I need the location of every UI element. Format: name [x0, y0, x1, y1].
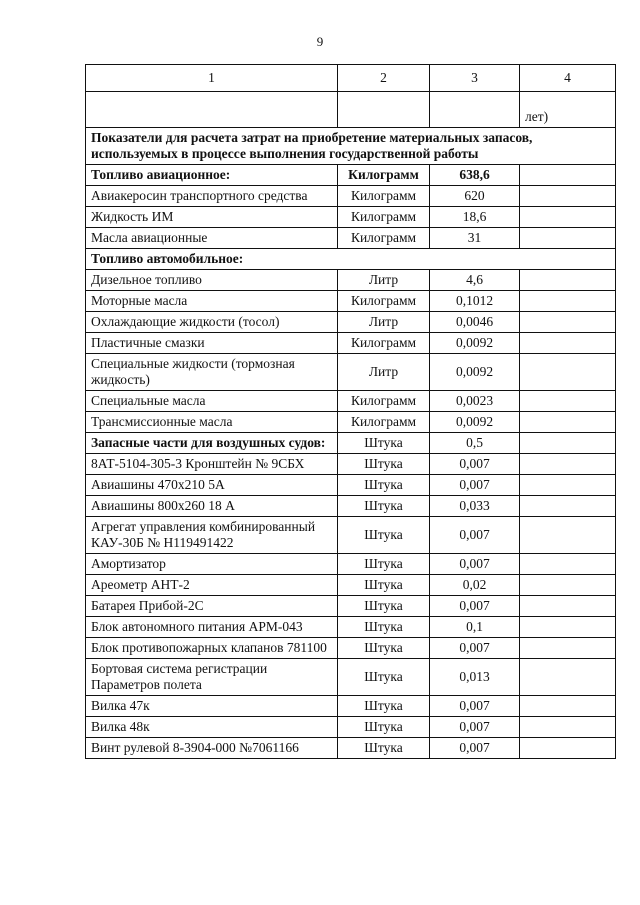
table-row	[86, 638, 616, 659]
row-name: Масла авиационные	[86, 228, 338, 249]
table-row	[86, 696, 616, 717]
row-unit: Штука	[338, 433, 430, 454]
table-row	[86, 433, 616, 454]
section-title: Показатели для расчета затрат на приобретение материальных запасов, используемых в процессе выполнения государственной работы	[86, 128, 616, 165]
row-name: Агрегат управления комбинированный КАУ-30Б № Н119491422	[86, 517, 338, 554]
table-row	[86, 617, 616, 638]
row-unit: Литр	[338, 312, 430, 333]
row-name: 8АТ-5104-305-3 Кронштейн № 9СБХ	[86, 454, 338, 475]
row-unit: Килограмм	[338, 391, 430, 412]
row-unit: Штука	[338, 696, 430, 717]
table-row	[86, 596, 616, 617]
table-cell	[430, 92, 520, 128]
row-value: 0,007	[430, 517, 520, 554]
row-value: 4,6	[430, 270, 520, 291]
row-name: Бортовая система регистрации Параметров полета	[86, 659, 338, 696]
table-cell	[338, 92, 430, 128]
row-value: 0,0023	[430, 391, 520, 412]
row-name: Жидкость ИМ	[86, 207, 338, 228]
row-note	[520, 617, 616, 638]
row-value: 0,0092	[430, 333, 520, 354]
row-unit: Штука	[338, 596, 430, 617]
row-name: Дизельное топливо	[86, 270, 338, 291]
row-unit: Штука	[338, 575, 430, 596]
row-note	[520, 554, 616, 575]
row-value: 0,02	[430, 575, 520, 596]
row-unit: Килограмм	[338, 186, 430, 207]
table-row	[86, 333, 616, 354]
row-value: 620	[430, 186, 520, 207]
row-value: 0,007	[430, 696, 520, 717]
column-number: 1	[86, 65, 338, 92]
row-value: 0,007	[430, 738, 520, 759]
row-name: Вилка 48к	[86, 717, 338, 738]
row-note	[520, 454, 616, 475]
row-name: Специальные жидкости (тормозная жидкость)	[86, 354, 338, 391]
row-unit: Килограмм	[338, 291, 430, 312]
table-row	[86, 517, 616, 554]
row-value: 0,007	[430, 475, 520, 496]
column-number: 4	[520, 65, 616, 92]
row-name: Запасные части для воздушных судов:	[86, 433, 338, 454]
row-note	[520, 312, 616, 333]
row-note	[520, 433, 616, 454]
row-unit: Штука	[338, 517, 430, 554]
table-row	[86, 165, 616, 186]
row-name: Винт рулевой 8-3904-000 №7061166	[86, 738, 338, 759]
materials-table	[85, 64, 616, 759]
row-value: 31	[430, 228, 520, 249]
table-row	[86, 391, 616, 412]
row-name: Трансмиссионные масла	[86, 412, 338, 433]
row-unit: Штука	[338, 454, 430, 475]
row-value: 0,0092	[430, 354, 520, 391]
row-note	[520, 291, 616, 312]
row-note	[520, 186, 616, 207]
row-name: Амортизатор	[86, 554, 338, 575]
row-value: 0,013	[430, 659, 520, 696]
table-row	[86, 659, 616, 696]
row-note	[520, 333, 616, 354]
row-name: Топливо авиационное:	[86, 165, 338, 186]
row-note	[520, 475, 616, 496]
column-number: 2	[338, 65, 430, 92]
row-value: 0,5	[430, 433, 520, 454]
column-number-row	[86, 65, 616, 92]
row-name: Вилка 47к	[86, 696, 338, 717]
row-name: Блок противопожарных клапанов 781100	[86, 638, 338, 659]
row-note	[520, 391, 616, 412]
row-unit: Штука	[338, 659, 430, 696]
table-row	[86, 228, 616, 249]
row-name: Батарея Прибой-2С	[86, 596, 338, 617]
row-name: Блок автономного питания АРМ-043	[86, 617, 338, 638]
row-name: Авиакеросин транспортного средства	[86, 186, 338, 207]
row-note	[520, 412, 616, 433]
table-row	[86, 717, 616, 738]
row-value: 0,033	[430, 496, 520, 517]
row-unit: Штука	[338, 638, 430, 659]
row-note	[520, 207, 616, 228]
row-unit: Штука	[338, 475, 430, 496]
row-value: 0,007	[430, 554, 520, 575]
row-unit: Штука	[338, 554, 430, 575]
row-unit: Килограмм	[338, 333, 430, 354]
table-row	[86, 186, 616, 207]
table-row	[86, 270, 616, 291]
row-value: 0,007	[430, 717, 520, 738]
row-name: Специальные масла	[86, 391, 338, 412]
row-value: 18,6	[430, 207, 520, 228]
row-value: 0,007	[430, 638, 520, 659]
row-unit: Литр	[338, 354, 430, 391]
row-value: 0,1012	[430, 291, 520, 312]
row-name: Пластичные смазки	[86, 333, 338, 354]
row-value: 0,007	[430, 596, 520, 617]
table-row	[86, 475, 616, 496]
row-note	[520, 270, 616, 291]
continuation-row	[86, 92, 616, 128]
row-value: 638,6	[430, 165, 520, 186]
table-cell: лет)	[520, 92, 616, 128]
row-note	[520, 517, 616, 554]
row-note	[520, 496, 616, 517]
row-name: Топливо автомобильное:	[86, 249, 616, 270]
page-number: 9	[316, 34, 324, 49]
table-row	[86, 554, 616, 575]
row-unit: Килограмм	[338, 165, 430, 186]
table-row	[86, 738, 616, 759]
row-unit: Штука	[338, 617, 430, 638]
row-note	[520, 717, 616, 738]
table-row	[86, 249, 616, 270]
row-note	[520, 228, 616, 249]
row-note	[520, 596, 616, 617]
row-value: 0,007	[430, 454, 520, 475]
row-note	[520, 575, 616, 596]
row-note	[520, 659, 616, 696]
row-name: Авиашины 470x210 5А	[86, 475, 338, 496]
column-number: 3	[430, 65, 520, 92]
table-row	[86, 412, 616, 433]
section-title-row	[86, 128, 616, 165]
table-row	[86, 496, 616, 517]
table-row	[86, 454, 616, 475]
row-unit: Килограмм	[338, 207, 430, 228]
row-name: Моторные масла	[86, 291, 338, 312]
row-name: Охлаждающие жидкости (тосол)	[86, 312, 338, 333]
row-unit: Штука	[338, 717, 430, 738]
row-value: 0,0046	[430, 312, 520, 333]
row-unit: Килограмм	[338, 412, 430, 433]
row-note	[520, 738, 616, 759]
row-value: 0,1	[430, 617, 520, 638]
row-note	[520, 165, 616, 186]
table-row	[86, 291, 616, 312]
table-cell	[86, 92, 338, 128]
row-name: Авиашины 800x260 18 А	[86, 496, 338, 517]
row-note	[520, 696, 616, 717]
row-unit: Литр	[338, 270, 430, 291]
row-unit: Штука	[338, 738, 430, 759]
row-value: 0,0092	[430, 412, 520, 433]
row-note	[520, 354, 616, 391]
table-row	[86, 207, 616, 228]
table-row	[86, 354, 616, 391]
row-unit: Штука	[338, 496, 430, 517]
row-note	[520, 638, 616, 659]
table-row	[86, 575, 616, 596]
table-row	[86, 312, 616, 333]
row-name: Ареометр АНТ-2	[86, 575, 338, 596]
row-unit: Килограмм	[338, 228, 430, 249]
